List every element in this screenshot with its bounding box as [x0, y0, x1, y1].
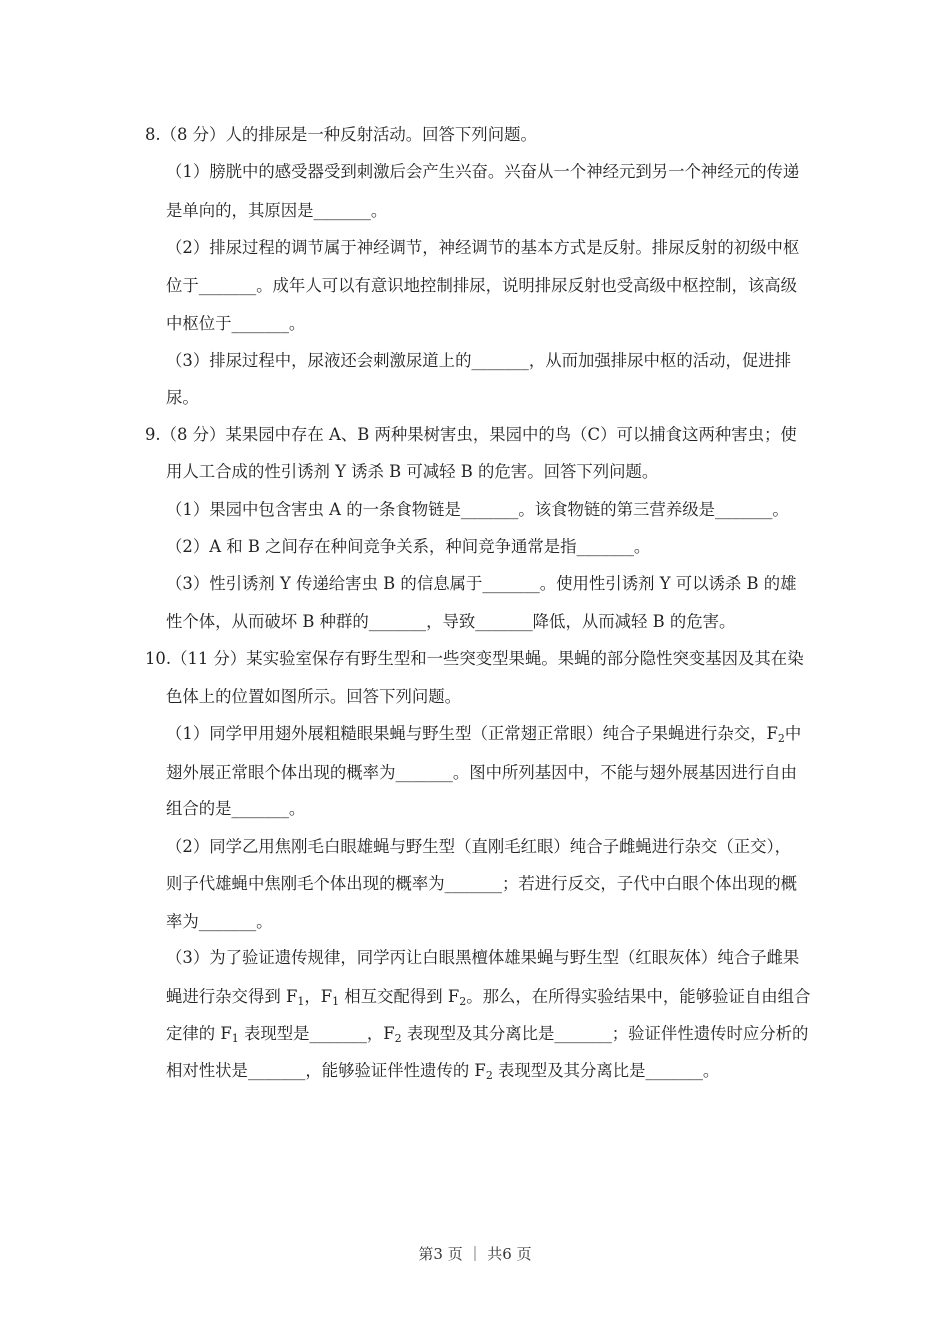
q8-part3: （3）排尿过程中，尿液还会刺激尿道上的_______，从而加强排尿中枢的活动，促进排 — [166, 351, 792, 370]
q9-part3: （3）性引诱剂 Y 传递给害虫 B 的信息属于_______。使用性引诱剂 Y 可以诱杀 B 的雄 — [166, 574, 797, 593]
q8-stem: 8.（8 分）人的排尿是一种反射活动。回答下列问题。 — [145, 125, 537, 144]
q8-part1: （1）膀胱中的感受器受到刺激后会产生兴奋。兴奋从一个神经元到另一个神经元的传递 — [166, 162, 800, 181]
q9-part3-cont: 性个体，从而破坏 B 种群的_______，导致_______降低，从而减轻 B 的危害。 — [166, 612, 736, 631]
q8-part2-cont: 位于_______。成年人可以有意识地控制排尿，说明排尿反射也受高级中枢控制，该高级 — [166, 276, 798, 295]
q10-part2: （2）同学乙用焦刚毛白眼雄蝇与野生型（直刚毛红眼）纯合子雌蝇进行杂交（正交）， — [166, 837, 792, 856]
q10-stem-cont: 色体上的位置如图所示。回答下列问题。 — [166, 687, 462, 706]
q10-part3-cont2: 定律的 $F_1$ 表现型是_______，$F_2$ 表现型及其分离比是_______；验证伴性遗传时应分析的 — [166, 1024, 809, 1045]
q10-part2-cont2: 率为_______。 — [166, 912, 273, 931]
q10-part1-cont: 翅外展正常眼个体出现的概率为_______。图中所列基因中，不能与翅外展基因进行自由 — [166, 763, 798, 782]
q10-part3: （3）为了验证遗传规律，同学丙让白眼黑檀体雄果蝇与野生型（红眼灰体）纯合子雌果 — [166, 948, 800, 967]
q10-part3-cont3: 相对性状是_______，能够验证伴性遗传的 $F_2$ 表现型及其分离比是_______。 — [166, 1061, 720, 1082]
q8-part2: （2）排尿过程的调节属于神经调节，神经调节的基本方式是反射。排尿反射的初级中枢 — [166, 238, 800, 257]
q9-part1: （1）果园中包含害虫 A 的一条食物链是_______。该食物链的第三营养级是_______。 — [166, 500, 789, 519]
q10-stem: 10.（11 分）某实验室保存有野生型和一些突变型果蝇。果蝇的部分隐性突变基因及其在染 — [145, 649, 804, 668]
q8-part3-cont: 尿。 — [166, 388, 199, 407]
q10-part1: （1）同学甲用翅外展粗糙眼果蝇与野生型（正常翅正常眼）纯合子果蝇进行杂交，$F_2$中 — [166, 724, 802, 745]
q10-part2-cont: 则子代雄蝇中焦刚毛个体出现的概率为_______；若进行反交，子代中白眼个体出现的概 — [166, 874, 798, 893]
q8-part2-cont2: 中枢位于_______。 — [166, 314, 306, 333]
q9-stem-cont: 用人工合成的性引诱剂 Y 诱杀 B 可减轻 B 的危害。回答下列问题。 — [166, 462, 659, 481]
q9-part2: （2）A 和 B 之间存在种间竞争关系，种间竞争通常是指_______。 — [166, 537, 651, 556]
page-footer: 第3 页 ｜ 共6 页 — [418, 1245, 532, 1263]
q9-stem: 9.（8 分）某果园中存在 A、B 两种果树害虫，果园中的鸟（C）可以捕食这两种害虫；使 — [145, 425, 797, 444]
q10-part3-cont: 蝇进行杂交得到 $F_1$，$F_1$ 相互交配得到 $F_2$。那么，在所得实验结果中，能够验证自由组合 — [166, 987, 811, 1008]
q8-part1-cont: 是单向的，其原因是_______。 — [166, 201, 388, 220]
q10-part1-cont2: 组合的是_______。 — [166, 799, 306, 818]
